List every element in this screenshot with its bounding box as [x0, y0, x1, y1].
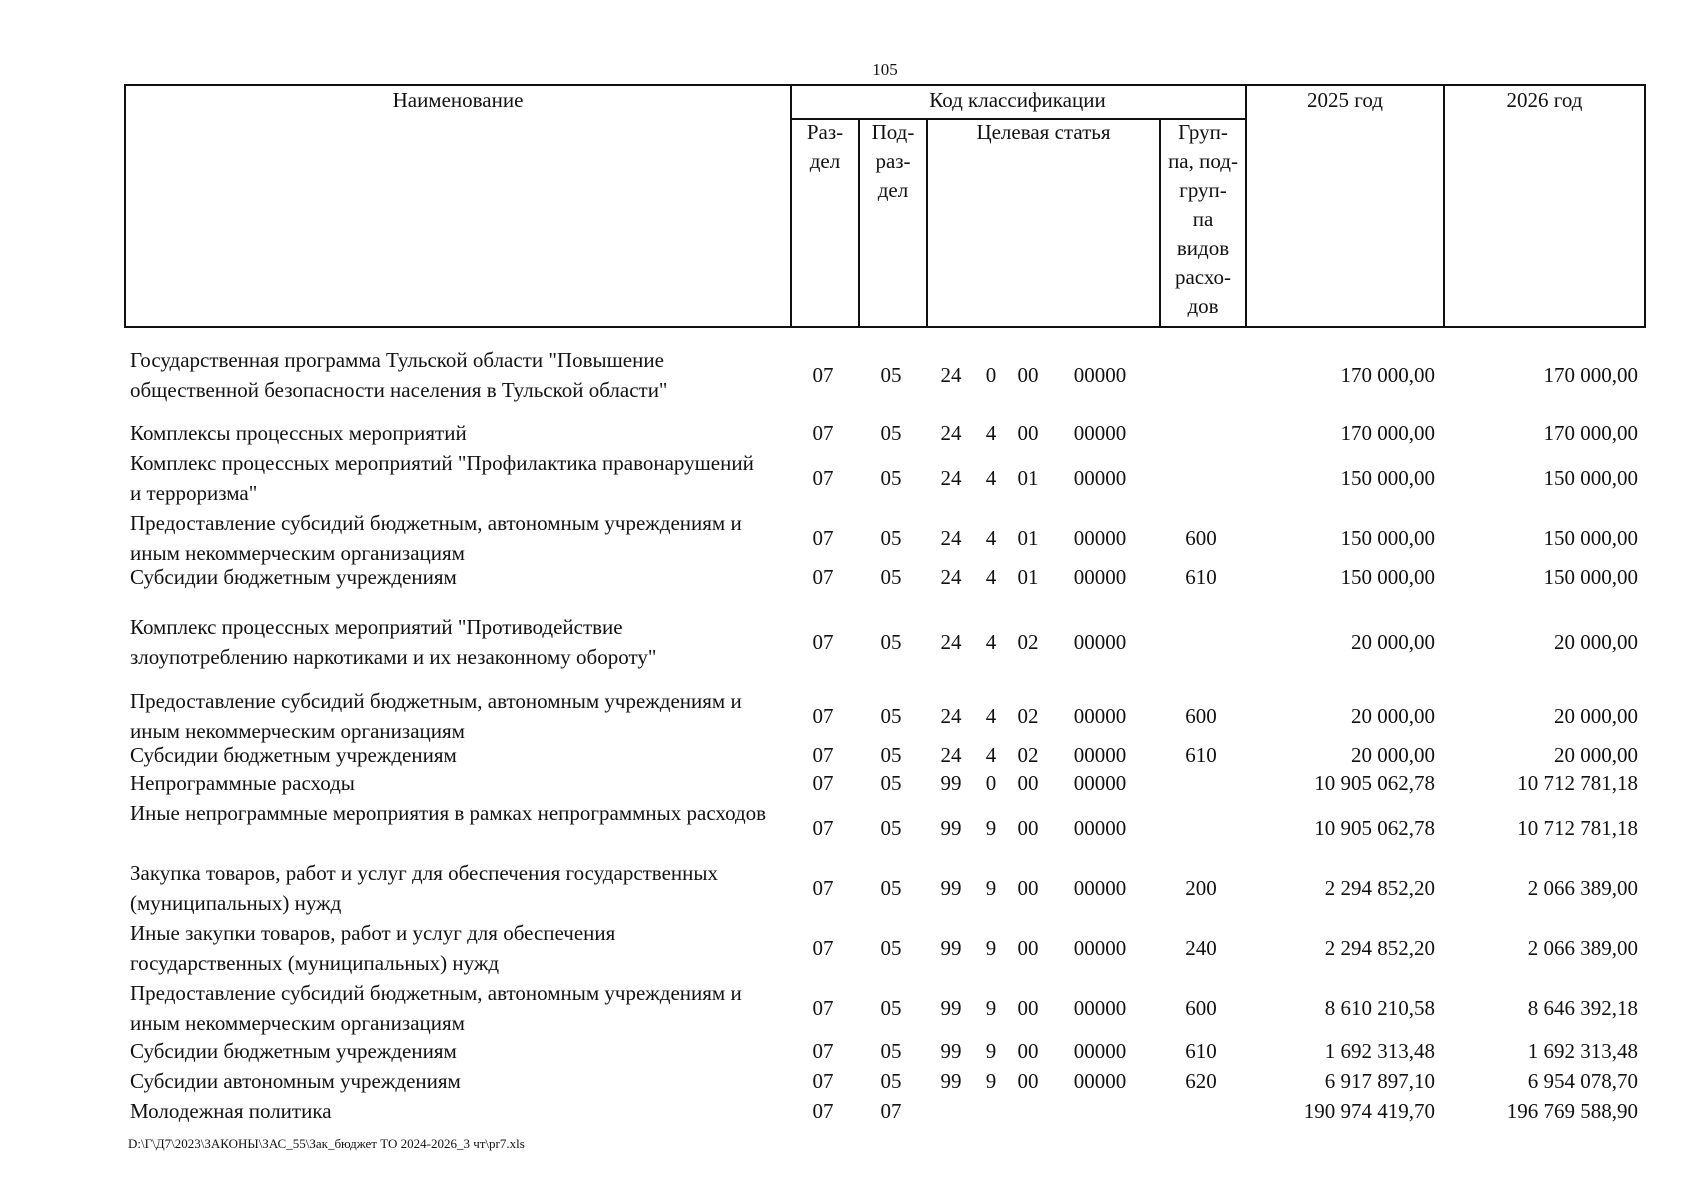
row-razdel: 07	[812, 421, 834, 445]
row-target-code: 00000	[1073, 466, 1127, 490]
row-target-program: 99	[940, 1069, 962, 1093]
row-target-type: 4	[985, 565, 997, 589]
row-value-2026: 170 000,00	[1543, 363, 1638, 387]
row-podrazdel: 07	[880, 1099, 902, 1123]
row-target-sub: 01	[1017, 565, 1039, 589]
row-target-sub: 00	[1017, 1069, 1039, 1093]
row-group: 600	[1185, 526, 1217, 550]
row-podrazdel: 05	[880, 466, 902, 490]
header-podrazdel: Под- раз- дел	[871, 120, 915, 202]
row-target-sub: 02	[1017, 630, 1039, 654]
table-row	[124, 1096, 1646, 1126]
row-target-program: 24	[940, 743, 962, 767]
row-target-code: 00000	[1073, 743, 1127, 767]
row-group: 600	[1185, 704, 1217, 728]
row-target-code: 00000	[1073, 565, 1127, 589]
row-name: Предоставление субсидий бюджетным, автономным учреждениям и иным некоммерческим организациям	[130, 689, 742, 743]
page-number: 105	[872, 60, 898, 79]
row-target-code: 00000	[1073, 704, 1127, 728]
row-value-2026: 8 646 392,18	[1527, 996, 1638, 1020]
row-value-2025: 20 000,00	[1351, 743, 1435, 767]
row-target-sub: 02	[1017, 743, 1039, 767]
row-razdel: 07	[812, 630, 834, 654]
row-value-2026: 20 000,00	[1554, 630, 1638, 654]
row-razdel: 07	[812, 1039, 834, 1063]
row-target-type: 4	[985, 421, 997, 445]
row-razdel: 07	[812, 996, 834, 1020]
row-podrazdel: 05	[880, 743, 902, 767]
row-target-type: 4	[985, 526, 997, 550]
table-row	[124, 1066, 1646, 1096]
row-name: Иные закупки товаров, работ и услуг для обеспечения государственных (муниципальных) нужд	[130, 921, 616, 975]
row-value-2025: 2 294 852,20	[1324, 876, 1435, 900]
row-razdel: 07	[812, 876, 834, 900]
row-value-2026: 2 066 389,00	[1527, 876, 1638, 900]
row-target-type: 4	[985, 704, 997, 728]
row-target-program: 24	[940, 630, 962, 654]
row-target-code: 00000	[1073, 363, 1127, 387]
col-divider	[1245, 86, 1247, 326]
row-value-2025: 170 000,00	[1340, 363, 1435, 387]
row-name: Субсидии бюджетным учреждениям	[130, 565, 457, 589]
row-target-type: 9	[985, 816, 997, 840]
row-value-2026: 10 712 781,18	[1517, 816, 1638, 840]
row-podrazdel: 05	[880, 996, 902, 1020]
table-row	[124, 418, 1646, 448]
row-razdel: 07	[812, 936, 834, 960]
table-row	[124, 858, 1646, 918]
row-target-type: 4	[985, 630, 997, 654]
row-target-program: 99	[940, 771, 962, 795]
row-podrazdel: 05	[880, 363, 902, 387]
header-code-group: Код классификации	[929, 88, 1106, 112]
row-name: Комплекс процессных мероприятий "Противодействие злоупотреблению наркотиками и их незаконному обороту"	[130, 615, 657, 669]
row-target-type: 9	[985, 1039, 997, 1063]
table-row	[124, 798, 1646, 858]
table-row	[124, 448, 1646, 508]
row-group: 600	[1185, 996, 1217, 1020]
row-value-2026: 150 000,00	[1543, 526, 1638, 550]
row-target-sub: 00	[1017, 816, 1039, 840]
row-value-2025: 1 692 313,48	[1324, 1039, 1435, 1063]
row-podrazdel: 05	[880, 1069, 902, 1093]
table-row	[124, 345, 1646, 405]
row-target-sub: 00	[1017, 771, 1039, 795]
row-group: 240	[1185, 936, 1217, 960]
row-value-2026: 20 000,00	[1554, 743, 1638, 767]
row-podrazdel: 05	[880, 630, 902, 654]
row-value-2025: 20 000,00	[1351, 630, 1435, 654]
row-value-2026: 2 066 389,00	[1527, 936, 1638, 960]
row-name: Комплексы процессных мероприятий	[130, 421, 467, 445]
row-target-code: 00000	[1073, 876, 1127, 900]
table-row	[124, 918, 1646, 978]
row-value-2025: 150 000,00	[1340, 466, 1435, 490]
table-row	[124, 686, 1646, 746]
row-value-2026: 170 000,00	[1543, 421, 1638, 445]
row-target-code: 00000	[1073, 1039, 1127, 1063]
row-name: Молодежная политика	[130, 1099, 332, 1123]
row-razdel: 07	[812, 466, 834, 490]
row-target-program: 24	[940, 466, 962, 490]
table-row	[124, 508, 1646, 568]
row-name: Государственная программа Тульской области "Повышение общественной безопасности населения в Тульской области"	[130, 348, 668, 402]
table-row	[124, 740, 1646, 770]
row-razdel: 07	[812, 704, 834, 728]
row-group: 620	[1185, 1069, 1217, 1093]
row-razdel: 07	[812, 1099, 834, 1123]
row-target-program: 24	[940, 421, 962, 445]
header-razdel: Раз- дел	[806, 120, 844, 173]
row-value-2026: 1 692 313,48	[1527, 1039, 1638, 1063]
header-name: Наименование	[392, 88, 524, 112]
row-name: Комплекс процессных мероприятий "Профилактика правонарушений и терроризма"	[130, 451, 754, 505]
row-razdel: 07	[812, 526, 834, 550]
row-target-code: 00000	[1073, 936, 1127, 960]
row-target-sub: 01	[1017, 466, 1039, 490]
row-podrazdel: 05	[880, 876, 902, 900]
row-target-code: 00000	[1073, 630, 1127, 654]
table-header	[124, 84, 1646, 328]
row-target-program: 99	[940, 936, 962, 960]
table-row	[124, 768, 1646, 798]
row-target-program: 24	[940, 704, 962, 728]
row-target-type: 9	[985, 936, 997, 960]
row-target-type: 9	[985, 1069, 997, 1093]
row-name: Иные непрограммные мероприятия в рамках непрограммных расходов	[130, 801, 767, 825]
row-target-program: 99	[940, 996, 962, 1020]
row-razdel: 07	[812, 1069, 834, 1093]
row-value-2025: 2 294 852,20	[1324, 936, 1435, 960]
row-target-type: 0	[985, 771, 997, 795]
row-podrazdel: 05	[880, 704, 902, 728]
table-row	[124, 978, 1646, 1038]
row-podrazdel: 05	[880, 526, 902, 550]
row-razdel: 07	[812, 565, 834, 589]
row-razdel: 07	[812, 363, 834, 387]
row-target-program: 24	[940, 565, 962, 589]
table-row	[124, 1036, 1646, 1066]
row-podrazdel: 05	[880, 565, 902, 589]
row-target-program: 24	[940, 363, 962, 387]
row-target-program: 99	[940, 816, 962, 840]
row-podrazdel: 05	[880, 816, 902, 840]
row-group: 610	[1185, 743, 1217, 767]
row-name: Предоставление субсидий бюджетным, автономным учреждениям и иным некоммерческим организациям	[130, 511, 742, 565]
row-name: Предоставление субсидий бюджетным, автономным учреждениям и иным некоммерческим организациям	[130, 981, 742, 1035]
row-target-type: 9	[985, 996, 997, 1020]
row-value-2025: 20 000,00	[1351, 704, 1435, 728]
row-name: Субсидии бюджетным учреждениям	[130, 743, 457, 767]
row-target-code: 00000	[1073, 816, 1127, 840]
row-podrazdel: 05	[880, 771, 902, 795]
row-value-2025: 10 905 062,78	[1314, 771, 1435, 795]
row-value-2026: 6 954 078,70	[1527, 1069, 1638, 1093]
row-value-2025: 10 905 062,78	[1314, 816, 1435, 840]
row-name: Непрограммные расходы	[130, 771, 355, 795]
table-row	[124, 612, 1646, 672]
row-razdel: 07	[812, 816, 834, 840]
header-year-2025: 2025 год	[1307, 88, 1383, 112]
row-target-program: 99	[940, 1039, 962, 1063]
row-target-sub: 00	[1017, 996, 1039, 1020]
row-value-2026: 150 000,00	[1543, 565, 1638, 589]
row-value-2025: 6 917 897,10	[1324, 1069, 1435, 1093]
row-target-program: 99	[940, 876, 962, 900]
file-path-footer: D:\Г\Д7\2023\ЗАКОНЫ\ЗАС_55\Зак_бюджет ТО 2024-2026_3 чт\pr7.xls	[128, 1136, 525, 1151]
row-target-sub: 01	[1017, 526, 1039, 550]
row-podrazdel: 05	[880, 936, 902, 960]
row-name: Закупка товаров, работ и услуг для обеспечения государственных (муниципальных) нужд	[130, 861, 719, 915]
row-target-code: 00000	[1073, 996, 1127, 1020]
row-target-code: 00000	[1073, 526, 1127, 550]
row-target-sub: 00	[1017, 363, 1039, 387]
row-target-sub: 00	[1017, 876, 1039, 900]
row-target-type: 0	[985, 363, 997, 387]
header-group: Груп- па, под- груп- па видов расхо- дов	[1168, 120, 1238, 318]
row-value-2026: 20 000,00	[1554, 704, 1638, 728]
row-value-2026: 10 712 781,18	[1517, 771, 1638, 795]
row-target-type: 4	[985, 466, 997, 490]
row-podrazdel: 05	[880, 1039, 902, 1063]
row-target-type: 9	[985, 876, 997, 900]
row-target-sub: 00	[1017, 1039, 1039, 1063]
row-razdel: 07	[812, 743, 834, 767]
row-target-sub: 00	[1017, 936, 1039, 960]
row-value-2025: 170 000,00	[1340, 421, 1435, 445]
col-divider	[926, 118, 928, 326]
table-row	[124, 562, 1646, 592]
row-target-sub: 00	[1017, 421, 1039, 445]
row-value-2025: 150 000,00	[1340, 526, 1435, 550]
row-target-sub: 02	[1017, 704, 1039, 728]
header-year-2026: 2026 год	[1506, 88, 1583, 112]
row-name: Субсидии бюджетным учреждениям	[130, 1039, 457, 1063]
row-podrazdel: 05	[880, 421, 902, 445]
row-group: 610	[1185, 565, 1217, 589]
row-value-2026: 196 769 588,90	[1506, 1099, 1638, 1123]
col-divider	[1443, 86, 1445, 326]
row-razdel: 07	[812, 771, 834, 795]
row-group: 610	[1185, 1039, 1217, 1063]
row-target-code: 00000	[1073, 1069, 1127, 1093]
header-target: Целевая статья	[976, 120, 1111, 144]
row-target-program: 24	[940, 526, 962, 550]
row-target-code: 00000	[1073, 771, 1127, 795]
row-group: 200	[1185, 876, 1217, 900]
row-target-type: 4	[985, 743, 997, 767]
row-value-2025: 150 000,00	[1340, 565, 1435, 589]
row-target-code: 00000	[1073, 421, 1127, 445]
row-value-2026: 150 000,00	[1543, 466, 1638, 490]
row-name: Субсидии автономным учреждениям	[130, 1069, 461, 1093]
row-value-2025: 8 610 210,58	[1324, 996, 1435, 1020]
row-value-2025: 190 974 419,70	[1303, 1099, 1435, 1123]
